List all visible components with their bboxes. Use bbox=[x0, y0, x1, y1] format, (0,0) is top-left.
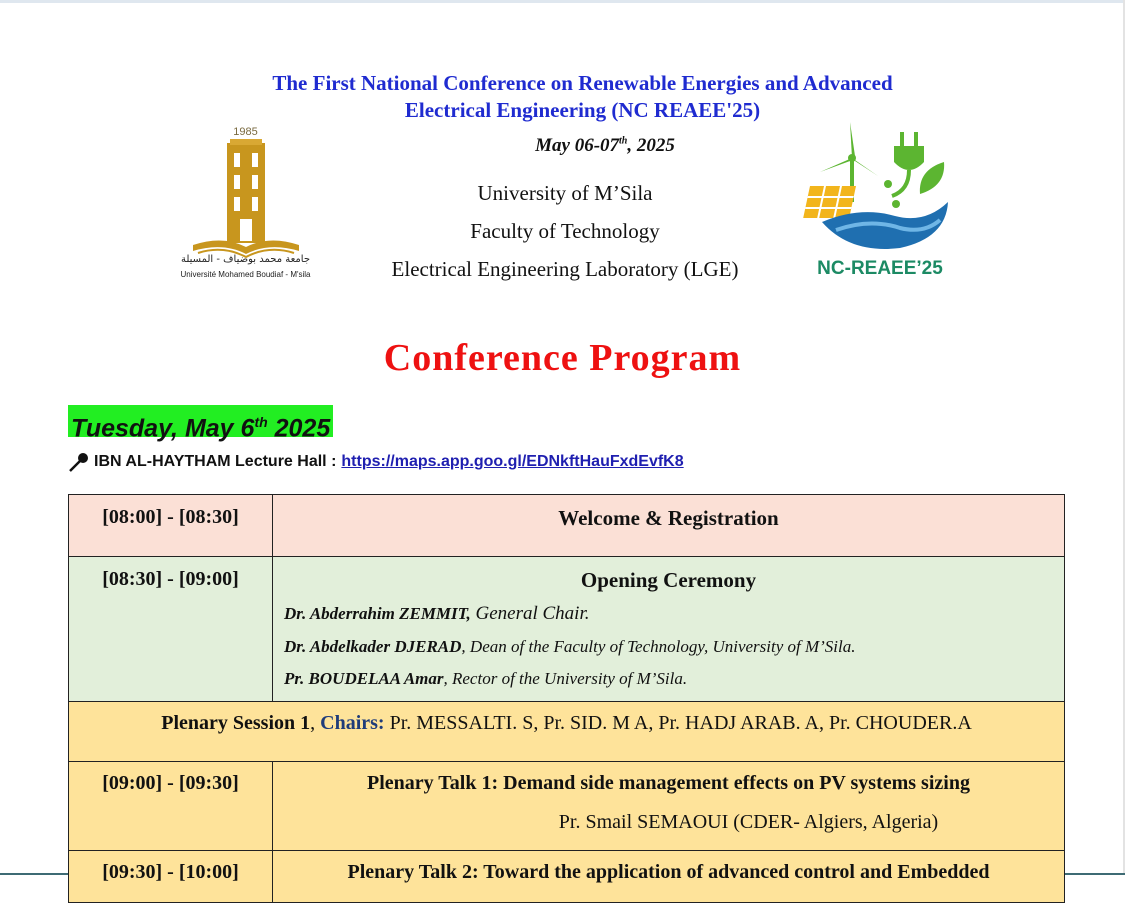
talk2-time: [09:30] - [10:00] bbox=[69, 851, 273, 903]
window-top-edge bbox=[0, 0, 1125, 3]
date-year: , 2025 bbox=[627, 135, 675, 156]
venue-map-link[interactable]: https://maps.app.goo.gl/EDNkftHauFxdEvfK8 bbox=[341, 453, 684, 470]
logo-year: 1985 bbox=[233, 126, 258, 138]
logo-arabic-name: جامعة محمد بوضياف - المسيلة bbox=[180, 254, 311, 265]
logo-french-name: Université Mohamed Boudiaf - M'sila bbox=[180, 270, 311, 279]
program-title: Conference Program bbox=[383, 337, 742, 379]
speaker-role: , Rector of the University of M’Sila. bbox=[443, 669, 688, 688]
table-row-welcome bbox=[69, 495, 1065, 557]
speaker-name: Dr. Abderrahim ZEMMIT, bbox=[284, 604, 471, 623]
table-row-plenary-session bbox=[69, 702, 1065, 762]
talk1-speaker: Pr. Smail SEMAOUI (CDER- Algiers, Algeria) bbox=[558, 811, 939, 833]
conference-title bbox=[190, 70, 975, 124]
talk1-cell bbox=[273, 762, 1065, 851]
date-text: May 06-07 bbox=[535, 135, 620, 156]
plenary-session-label: Plenary Session 1 bbox=[161, 712, 311, 734]
day-year: 2025 bbox=[267, 414, 331, 443]
conference-title-line2: Electrical Engineering (NC REAEE'25) bbox=[404, 98, 761, 122]
opening-speaker-2 bbox=[274, 637, 1063, 657]
welcome-time: [08:00] - [08:30] bbox=[69, 495, 273, 557]
day-label: Tuesday, May 6 bbox=[71, 414, 255, 443]
speaker-name: Pr. BOUDELAA Amar bbox=[284, 669, 444, 688]
date-suffix: th bbox=[619, 135, 628, 147]
welcome-title: Welcome & Registration bbox=[558, 506, 779, 530]
chairs-list: Pr. MESSALTI. S, Pr. SID. M A, Pr. HADJ ARAB. A, Pr. CHOUDER.A bbox=[384, 712, 972, 734]
opening-speaker-1 bbox=[274, 603, 1063, 625]
speaker-role: General Chair. bbox=[470, 603, 590, 624]
table-row-opening bbox=[69, 557, 1065, 702]
pin-icon bbox=[68, 452, 90, 472]
opening-cell bbox=[273, 557, 1065, 702]
faculty-name: Faculty of Technology bbox=[470, 219, 660, 243]
speaker-name: Dr. Abdelkader DJERAD bbox=[284, 637, 462, 656]
talk1-time: [09:00] - [09:30] bbox=[69, 762, 273, 851]
opening-time: [08:30] - [09:00] bbox=[69, 557, 273, 702]
table-row-talk-1 bbox=[69, 762, 1065, 851]
chairs-label: Chairs: bbox=[320, 712, 385, 734]
conference-logo bbox=[800, 118, 960, 288]
talk2-title: Plenary Talk 2: Toward the application of advanced control and Embedded bbox=[347, 861, 990, 883]
venue-hall: IBN AL-HAYTHAM Lecture Hall : bbox=[94, 453, 337, 470]
university-name: University of M’Sila bbox=[477, 181, 653, 205]
table-row-talk-2 bbox=[69, 851, 1065, 903]
speaker-role: , Dean of the Faculty of Technology, University of M’Sila. bbox=[461, 637, 856, 656]
opening-title: Opening Ceremony bbox=[580, 568, 757, 592]
conference-title-line1: The First National Conference on Renewable Energies and Advanced bbox=[272, 71, 893, 95]
venue-line bbox=[68, 452, 684, 472]
university-tower-icon bbox=[168, 139, 323, 269]
university-logo bbox=[168, 126, 323, 286]
day-heading bbox=[68, 405, 333, 443]
day-suffix: th bbox=[254, 414, 268, 430]
opening-speaker-3 bbox=[274, 669, 1063, 689]
program-table bbox=[68, 494, 1065, 903]
talk2-cell bbox=[273, 851, 1065, 903]
renewable-energy-icon bbox=[800, 118, 960, 256]
plenary-session-cell: Plenary Session 1, Chairs: Pr. MESSALTI. S, Pr. SID. M A, Pr. HADJ ARAB. A, Pr. CHOUDER.A bbox=[69, 702, 1065, 762]
talk1-title: Plenary Talk 1: Demand side management effects on PV systems sizing bbox=[367, 772, 970, 794]
welcome-cell bbox=[273, 495, 1065, 557]
laboratory-name: Electrical Engineering Laboratory (LGE) bbox=[391, 257, 739, 281]
conference-brand: NC-REAEE’25 bbox=[817, 258, 943, 279]
conference-date bbox=[455, 135, 755, 157]
